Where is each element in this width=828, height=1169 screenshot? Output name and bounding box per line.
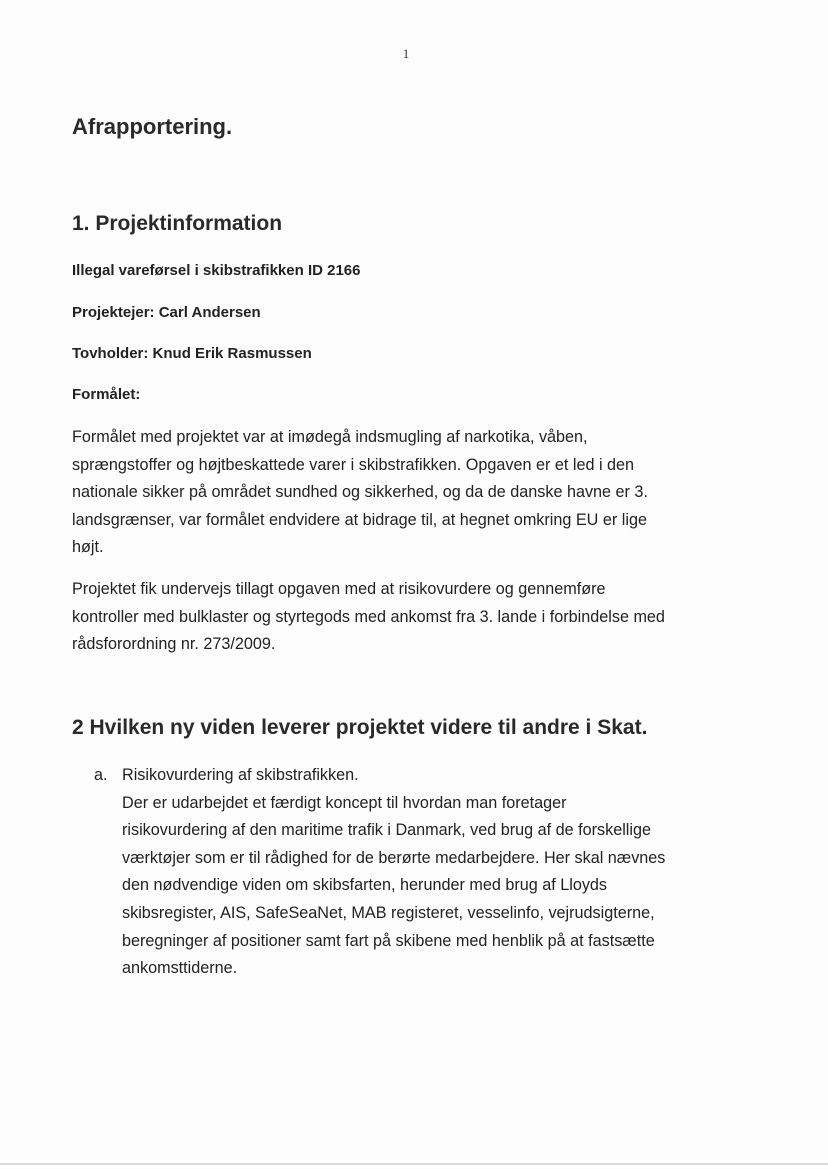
project-name: Illegal vareførsel i skibstrafikken ID 2166 [72,262,361,279]
paragraph-line: rådsforordning nr. 273/2009. [72,635,276,654]
paragraph-line: Formålet med projektet var at imødegå indsmugling af narkotika, våben, [72,428,588,446]
extra-task-paragraph [72,576,762,659]
list-item [122,762,772,983]
list-item-line: risikovurdering af den maritime trafik i Danmark, ved brug af de forskellige [122,821,652,840]
project-owner: Projektejer: Carl Andersen [72,304,261,321]
paragraph-line: landsgrænser, var formålet endvidere at bidrage til, at hegnet omkring EU er lige [72,510,647,529]
document-title: Afrapportering. [72,114,233,139]
paragraph-line: Projektet fik undervejs tillagt opgaven med at risikovurdere og gennemføre [72,580,606,598]
section-1-heading: 1. Projektinformation [72,212,283,235]
section-2-heading: 2 Hvilken ny viden leverer projektet videre til andre i Skat. [72,716,648,739]
list-item-line: skibsregister, AIS, SafeSeaNet, MAB registeret, vesselinfo, vejrudsigterne, [122,903,655,922]
list-item-line: Der er udarbejdet et færdigt koncept til hvordan man foretager [122,793,567,812]
list-item-title: Risikovurdering af skibstrafikken. [122,766,359,784]
list-item-line: ankomsttiderne. [122,959,238,978]
paragraph-line: kontroller med bulklaster og styrtegods med ankomst fra 3. lande i forbindelse med [72,607,665,626]
paragraph-line: sprængstoffer og højtbeskattede varer i skibstrafikken. Opgaven er et led i den [72,455,635,474]
paragraph-line: nationale sikker på området sundhed og sikkerhed, og da de danske havne er 3. [72,483,648,502]
list-marker: a. [94,766,108,784]
purpose-paragraph [72,424,762,562]
list-item-line: den nødvendige viden om skibsfarten, herunder med brug af Lloyds [122,876,608,895]
purpose-label: Formålet: [72,386,141,403]
project-lead: Tovholder: Knud Erik Rasmussen [72,345,312,362]
list-item-line: værktøjer som er til rådighed for de berørte medarbejdere. Her skal nævnes [122,848,666,867]
page-number: 1 [402,46,410,61]
paragraph-line: højt. [72,538,104,557]
list-item-line: beregninger af positioner samt fart på skibene med henblik på at fastsætte [122,931,655,950]
scan-bottom-edge [0,1163,828,1165]
